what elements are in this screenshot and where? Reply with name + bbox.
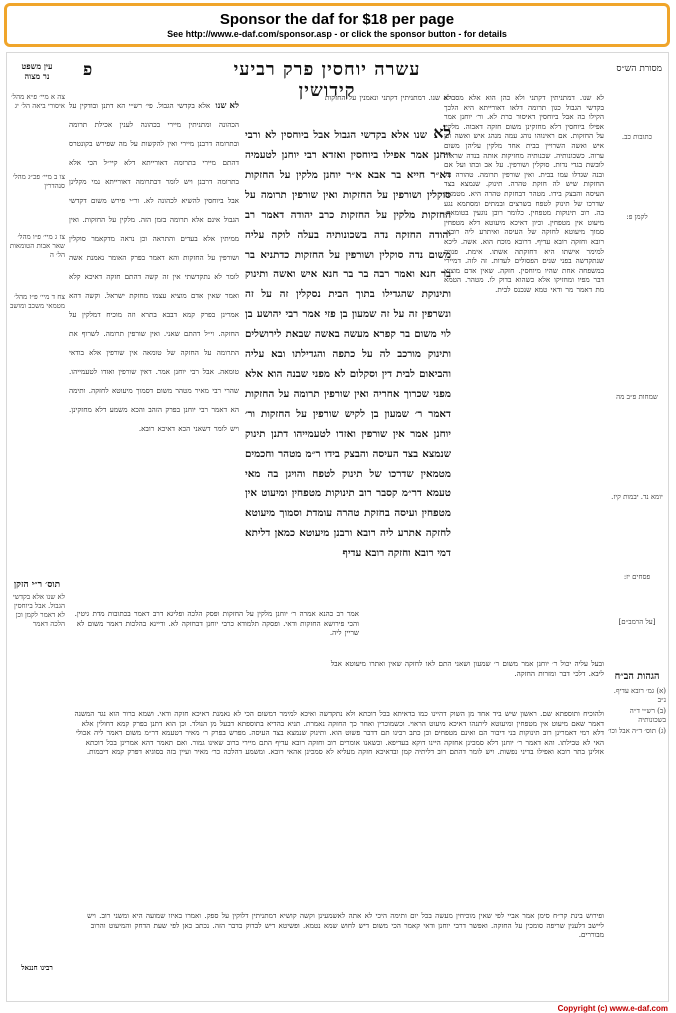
- sponsor-banner-title[interactable]: Sponsor the daf for $18 per page: [219, 11, 455, 28]
- margin-note: (א) גמ׳ רובא עדיף. נ״ב: [613, 687, 666, 704]
- lower-left-commentary: אמר רב כהנא אמרה ר׳ יוחנן מלקין על החזקות ופסק הלכה ופליגא דרב דאמר בכתובות מדת גיטין. והכי פירושא החזקות ודאי. ופסקה תלמודא כרבי יוחנן דבחזקה לא. ודיינא בהלכות דאמר משום לא שריין ליה.: [74, 609, 359, 638]
- tosafot-rid-heading: תוס׳ ר״י הזקן: [13, 580, 61, 590]
- margin-note: פסחים יז:: [623, 573, 651, 581]
- chapter-title: עשרה יוחסין פרק רביעי קידושין: [233, 59, 421, 101]
- sponsor-banner-subtitle[interactable]: See http://www.e-daf.com/sponsor.asp - or click the sponsor button - for details: [167, 29, 507, 39]
- sponsor-banner[interactable]: [4, 3, 670, 47]
- margin-note: צה א מיי׳ פ״א מהל׳ איסורי ביאה הל׳ יג: [11, 93, 65, 110]
- masoret-hashas-heading: מסורת הש״ס: [616, 64, 662, 74]
- gemara-opening-word: לא: [433, 123, 451, 142]
- margin-note: (ב) רש״י ד״ה בשכונותיה: [629, 707, 666, 724]
- rabbeinu-chananel-heading: רבינו חננאל: [21, 963, 53, 972]
- gemara-text: שנו אלא בקדשי הגבול אבל ביוחסין לא ורבי יוחנן אמר אפילו ביוחסין ואזדא רבי יוחנן לטעמיה דא״ר חייא בר אבא א״ר יוחנן מלקין על החזקות סוקלין ושורפין על החזקות ואין שורפין תרומה על החזקות מלקין על החזקות כרב יהודה דאמר רב יהודה החזקה נדה בשכונותיה בעלה לוקה עליה משום נדה סוקלין ושורפין על החזקות כדתניא בר בר חנא ואמר רבה בר בר חנא איש ואשה ותינוק ותינוקת שהגדילו בתוך הבית נסקלין זה על זה ונשרפין זה על זה שמעון בן פזי אמר רבי יהושע בן לוי משום בר קפרא מעשה באשה שבאת לירושלים ותינוק מורכב לה על כתפה והגדילתו ובא עליה והביאום לבית דין וסקלום לא מפני שבנה הוא אלא מפני שכרוך אחריה ואין שורפין תרומה על החזקות דאמר ר׳ שמעון בן לקיש שורפין על החזקות ור׳ יוחנן אמר אין שורפין ואזדו לטעמייהו דתנן תינוק שנמצא בצד העיסה והבצק בידו ר״מ מטהר וחכמים מטמאין שדרכו של תינוק לטפח והויגן בה מאי טעמא דר״מ קסבר רוב תינוקות מטפחין ומיעוט אין מטפחין ועיסה בחזקת טהרה עומדת וסמוך מיעוטא לחזקה אתרע ליה רובא ורבנן מיעוטא כמאן דליתא דמי רובא וחזקה רובא עדיף: [245, 129, 451, 560]
- ner-mitzvah-heading: נר מצוה: [24, 71, 50, 81]
- hagahot-habach-heading: הגהות הב״ח: [614, 671, 660, 682]
- margin-note: (ג) תוס׳ ד״ה אבל וכו׳: [608, 727, 666, 735]
- ein-mishpat-heading: עין משפט: [21, 61, 53, 71]
- margin-note: צח ד מיי׳ פ״ז מהל׳ מטמאי משכב ומושב: [10, 293, 65, 310]
- copyright-notice: Copyright (c) www.e-daf.com: [557, 1004, 668, 1013]
- daf-number: פ: [83, 60, 93, 80]
- lower-right-commentary: ובעל עליה יכול ר׳ יוחנן אמר משום ר׳ שמעון ושאני התם לאו לחזקה שאין ואתרו מיעוטא אבל ליבא. דלכי דבר ומזרות החזקה.: [330, 659, 604, 678]
- bottom-commentary: ופירוש בינת קר״ח סימן אמר אביי לפי שאין מוכיחין מעשה בכל יום ותימה היכי לא אתה לאשמעינן וקשה קושיא דמתניתין דלוקין על ספק. ואמרו באיזו שמועה היא ומשני רוב. ויש ליישב דלענין שריפה סומכין על החזקה. ואפשר דרבי יוחנן ודאי קאמר הכי משום דיש לחוש שמא נטמא. ופשיטא דיש לבדוק בדבר הזה. נכתב כאן לפי שעת הדחק והמיעוט והרוב מבוררים.: [87, 911, 604, 940]
- margin-note: צו ב מיי׳ פכ״ג מהל׳ סנהדרין: [12, 173, 65, 190]
- tosafot-text: אלא בקדשי הגבול. פי׳ רש״י הא דתנן ובודקין על הכהונה ומתניתין מיירי בכהונה לענין אכילת תרומה ובתרומה דרבנן מיירי ואין להקשות על מה שפירש בקונטרס דהתם מיירי בתרומה דאורייתא דלא קיי״ל הכי אלא בתרומה דרבנן ויש לומר דבתרומה דאורייתא נמי מקלינן אבל ביוחסין להשיא לכהונה לא. ור״י פירש משום דקדשי הגבול אינם אלא תרומה בזמן הזה. מלקין על החזקות. ואין ממיתין אלא בעדים והתראה וכן נראה מדקאמר סוקלין ושורפין על החזקות והא דאמר בפרק האומר נאמנת אשה לומר לא נתקדשתי אין זה קשה דהתם חזקה דאיכא קלא ואמר שאין אדם מוציא עצמו מחזקת ישראל. וקשה דהא אמרינן בפרק קמא דבבא בתרא וזה מוכיח דמלקין על החזקה. וי״ל דהתם שאני. ואין שורפין תרומה. לשרוף את התרומה על החזקה של טומאה אין שורפין אלא בודאי טומאה. אבל רבי יוחנן אמר. דאין שורפין ואזדו לטעמייהו. שהרי רבי מאיר מטהר משום דסמוך מיעוטא לחזקה. ותימה הא דאמר רבי יוחנן בפרק הזהב והכא משמע דלא מחזקינן. ויש לומר דשאני הכא דאיכא רובא.: [69, 101, 239, 433]
- rashi-commentary: לא שנו. דמתניתין דקתני ולא כהן הוא אלא מסברא בקדשי הגבול כגון תרומה דלאו דאורייתא היא הלכך הקילו בה אבל ביוחסין דאיסור כרת לא. ור׳ יוחנן אמר אפילו ביוחסין דלא מחזקינן משום חזקה דאבוה. מלקין על החזקות. אם ראינוהו נוהג עמה מנהג איש ואשה וכן איש ואשה השרויין בבית אחד מלקין עליהן משום ערוה. כשכונותיה. שכנותיה מחזיקות אותה בנדה שראוה לובשת בגדי נדות. סוקלין ושורפין. על אב ובתו ועל אם ובנה שגדלו עמו בבית. ואין שורפין תרומה. טהורה על החזקות שיש לה חזקת טהרה. תינוק. שנמצא בצד העיסה והבצק בידו. מטהר דבחזקת טהרה היא. מטמאין שדרכו של תינוק לטפח בשרצים ובמתים ומסתמא נגע בה. רוב תינוקות מטפחין. כלומר רובן נוגעין בטומאה. מיעוט אין מטפחין. וכיון דאיכא מיעוטא דלא מטפחין סמוך מיעוטא לחזקה של העיסה ואיתרע ליה רובא. רובא וחזקה רובא עדיף. דרובא מוכח הוא. אשה. ליכא למימר אישתו היא דחזקתה אשתו. אימת. פנויה שנתקדשה בפני שנים הפסולים לעדות. זה לזה. דמיירי במשפחה אחת שהיו מיוחסין. חזקה. שאין אדם מוציא דבר מפיו ומחזיקו אלא כשהוא בדוק לו. מטהר. הטמא מת דאמר מר ודאי טמא שנכנס לבית.: [444, 93, 604, 294]
- margin-note: לקמן פ:: [626, 213, 648, 221]
- margin-note: לא שנו אלא בקדשי הגבול. אבל ביוחסין לא דאמר לקמן וכן הלכה דאמר: [12, 593, 65, 628]
- gemara-column: [245, 123, 451, 601]
- margin-note: כתובות כב.: [621, 133, 653, 141]
- left-margin-notes: [9, 61, 65, 993]
- margin-note: [על הרמב״ם]: [618, 618, 656, 626]
- gemara-top-lines: לא שנו. דמתניתין דקתני ונאמנין על החזקות: [325, 93, 451, 102]
- margin-note: יומא נד. יבמות קיז.: [611, 493, 663, 501]
- talmud-page: [6, 52, 669, 1002]
- right-margin-notes: [608, 93, 666, 993]
- margin-note: צז ג מיי׳ פ״ו מהל׳ שאר אבות הטומאות הל׳ ה: [9, 233, 65, 259]
- tosafot-heading: לא שנו: [215, 101, 239, 111]
- middle-commentary: ולהוכיח ותוספתא שם. ראשון שיש ביד אחד מן השוק דהיינו כמו בדאיתא בכל דוכתא ולא נתקדשה ואיכא למימר דמשום הכי לא נאמנת דאיכא חזקה ודאי. ושמא ברור הוא נגד המשנה דאמר שאם מיעוט אין מטפחין ומיעוטא ליתנהו דאיכא מיעוט הראוי. וכשמוכרין ואחר כך החזקה נאמרת. תניא בהדיא בתוספתא דבעל מן הנולד. וכן הוא דתנן בפרק קמא דחולין אלא דלא רמי דאמרינן רוב תינוקות בני דיבור הם ואינם מטפחים וכן כתב רבינו תם דדבר פשוט הוא. ותינוק שנמצא בצד העיסה. מפרש בפרק ר׳ מאיר דטעמא דר״מ משום דאמר ליה אכולי האי לא טבילתו. והא דאמר ר׳ יוחנן דלא סמכינן אחזקה היינו דוקא בעדיפא. וכשאנו אומרים רוב וחזקה רובא עדיף התם מיירי ברוב שאינו גמור. ואם תאמר דהא אמרינן בכל דוכתא אזלינן בתר רובא ואפילו בדיני נפשות. ויש לומר דהתם רוב דליתיה קמן ובדאיכא חזקה מעליא לא סמכינן אהאי רובא. ומשמע דהלכה כר׳ מאיר ועיין בזה בסוגיא דפרק קמא דיבמות.: [74, 709, 604, 757]
- margin-note: שמחות פ״ב מה: [616, 393, 658, 401]
